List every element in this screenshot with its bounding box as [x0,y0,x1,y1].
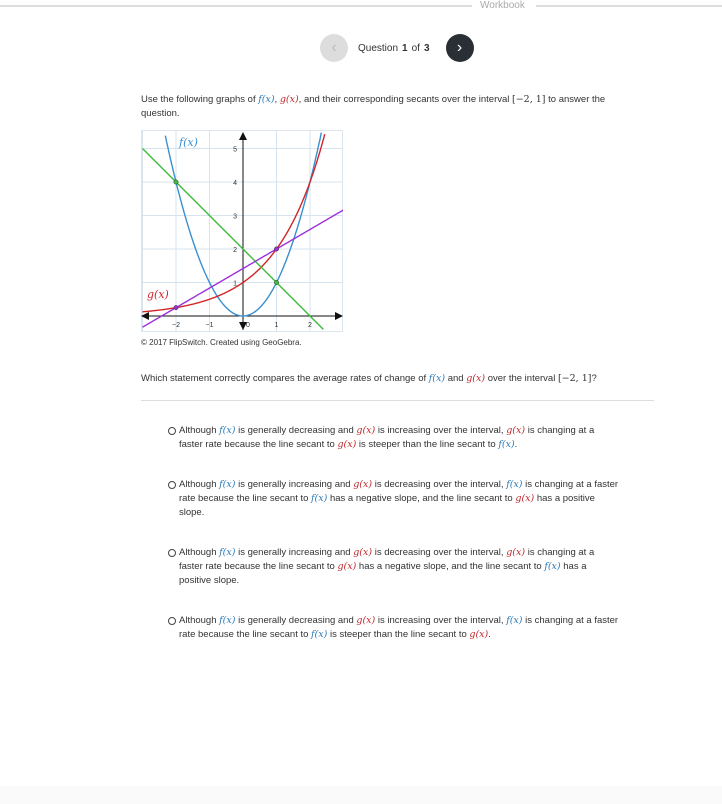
option-text: has a positive slope. [179,561,587,586]
of-word: of [411,42,420,54]
y-tick-label: 1 [233,280,237,288]
f-math: f(x) [498,439,515,450]
t: and [445,373,467,384]
g-math: g(x) [515,493,535,504]
answer-option-4[interactable] [168,614,619,642]
header-divider [536,5,722,7]
radio-button[interactable] [168,617,176,625]
f-math: f(x) [544,561,561,572]
divider [141,400,654,401]
g-math: g(x) [356,615,376,626]
option-text: has a positive slope. [179,493,595,518]
option-text: is changing at a faster rate because the line secant to [179,479,619,504]
g-math: g(x) [337,439,357,450]
t: Use the following graphs of [141,94,259,105]
f-math: f(x) [311,493,328,504]
x-tick-label: 1 [274,322,279,329]
secant-point [174,180,178,184]
plot-area [142,131,343,332]
f-math: f(x) [219,615,236,626]
intro-text [141,93,631,121]
option-text: is changing at a faster rate because the line secant to [179,615,619,640]
option-text: Although [179,547,220,558]
chevron-left-icon: ‹ [331,39,337,56]
option-text: is steeper than the line secant to [327,629,470,640]
radio-button[interactable] [168,481,176,489]
total-questions: 3 [423,42,430,54]
copyright: © 2017 FlipSwitch. Created using GeoGebra. [141,338,302,347]
option-text: is decreasing over the interval, [372,547,507,558]
question-counter [358,43,434,54]
option-text: is increasing over the interval, [375,425,507,436]
header-divider [0,5,472,7]
f-label: f(x) [179,136,198,149]
f-math: f(x) [219,425,236,436]
question-nav [320,34,474,62]
question-word: Question [358,42,399,54]
radio-button[interactable] [168,549,176,557]
f-math: f(x) [219,547,236,558]
t: Which statement correctly compares the average rates of change of [141,373,429,384]
x-tick-label: −1 [205,322,214,329]
g-math: g(x) [466,373,486,384]
x-tick-label: 0 [246,322,250,329]
option-text: is decreasing over the interval, [372,479,507,490]
f-math: f(x) [258,94,275,105]
option-text: . [488,629,491,640]
workbook-label: Workbook [480,0,525,11]
option-text: is steeper than the line secant to [356,439,499,450]
f-math: f(x) [506,615,523,626]
y-tick-label: 2 [233,247,237,254]
f-math: f(x) [428,373,446,384]
option-text: has a negative slope, and the line secant to [356,561,545,572]
g-math: g(x) [337,561,357,572]
current-question: 1 [402,42,408,54]
option-text: Although [179,615,220,626]
interval: [−2, 1] [557,373,592,384]
t: ? [591,373,597,384]
f-math: f(x) [219,479,236,490]
y-tick-label: 3 [233,213,237,221]
secant-point [274,247,278,251]
answer-option-2[interactable] [168,478,619,520]
answer-option-1[interactable] [168,424,619,452]
g-math: g(x) [353,547,373,558]
option-text: has a negative slope, and the line secant to [327,493,516,504]
g-math: g(x) [279,94,299,105]
option-text: is generally decreasing and [235,615,357,626]
question-text [141,372,641,386]
g-math: g(x) [353,479,373,490]
option-text: is increasing over the interval, [375,615,507,626]
option-text: is changing at a faster rate because the line secant to [179,425,595,450]
t: over the interval [485,373,558,384]
g-math: g(x) [506,547,526,558]
answer-option-3[interactable] [168,546,619,588]
g-math: g(x) [356,425,376,436]
x-tick-label: −2 [172,322,180,329]
y-tick-label: 4 [233,180,237,187]
f-math: f(x) [311,629,328,640]
option-text: is generally increasing and [235,547,354,558]
option-text: is changing at a faster rate because the line secant to [179,547,595,572]
chevron-right-icon: › [456,39,463,56]
radio-button[interactable] [168,427,176,435]
secant-point [174,305,178,309]
g-math: g(x) [469,629,489,640]
prev-question-button[interactable] [320,34,348,62]
option-text: Although [179,479,220,490]
interval: [−2, 1] [512,94,546,105]
g-math: g(x) [506,425,526,436]
option-text: is generally increasing and [235,479,354,490]
t: , and their corresponding secants over the interval [298,94,513,105]
function-graph [141,130,343,332]
option-text: . [514,439,518,450]
footer-bar [0,786,722,804]
g-label: g(x) [147,288,169,301]
x-tick-label: 2 [308,322,312,329]
next-question-button[interactable] [446,34,474,62]
t: to answer the question. [141,94,606,119]
option-text: is generally decreasing and [235,425,357,436]
option-text: Although [179,425,220,436]
secant-point [274,280,278,284]
y-tick-label: 5 [233,146,237,154]
f-math: f(x) [506,479,523,490]
t: , [274,94,280,105]
